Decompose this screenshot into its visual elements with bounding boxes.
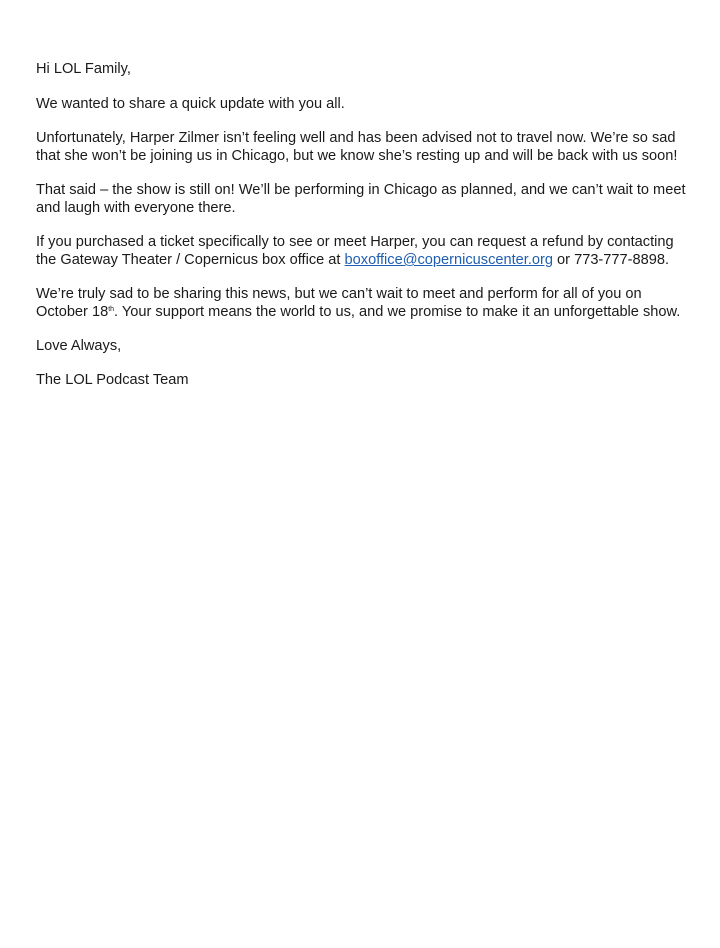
ordinal-suffix: th xyxy=(108,306,115,313)
show-status-paragraph: That said – the show is still on! We’ll be performing in Chicago as planned, and we can’t wait to meet and laugh with everyone there. xyxy=(36,182,686,216)
box-office-email-link[interactable]: boxoffice@copernicuscenter.org xyxy=(344,252,553,268)
closing-text-end: . Your support means the world to us, and we promise to make it an unforgettable show. xyxy=(114,304,681,320)
closing-paragraph xyxy=(36,285,686,321)
refund-text: If you purchased a ticket specifically to see or meet Harper, you can request a refund by contacting the Gateway Theater / Copernicus box office at xyxy=(36,234,674,268)
sign-off: Love Always, xyxy=(36,338,122,354)
greeting: Hi LOL Family, xyxy=(36,61,131,77)
health-update-paragraph: Unfortunately, Harper Zilmer isn’t feeling well and has been advised not to travel now. We’re so sad that she won’t be joining us in Chicago, but we know she’s resting up and will be back with us soon! xyxy=(36,130,678,164)
signature: The LOL Podcast Team xyxy=(36,372,189,388)
intro-paragraph: We wanted to share a quick update with you all. xyxy=(36,96,345,112)
refund-paragraph xyxy=(36,233,686,269)
refund-phone-text: or 773-777-8898. xyxy=(553,252,670,268)
email-body xyxy=(36,60,686,405)
closing-text: We’re truly sad to be sharing this news, but we can’t wait to meet and perform for all of you on October 18 xyxy=(36,286,642,320)
